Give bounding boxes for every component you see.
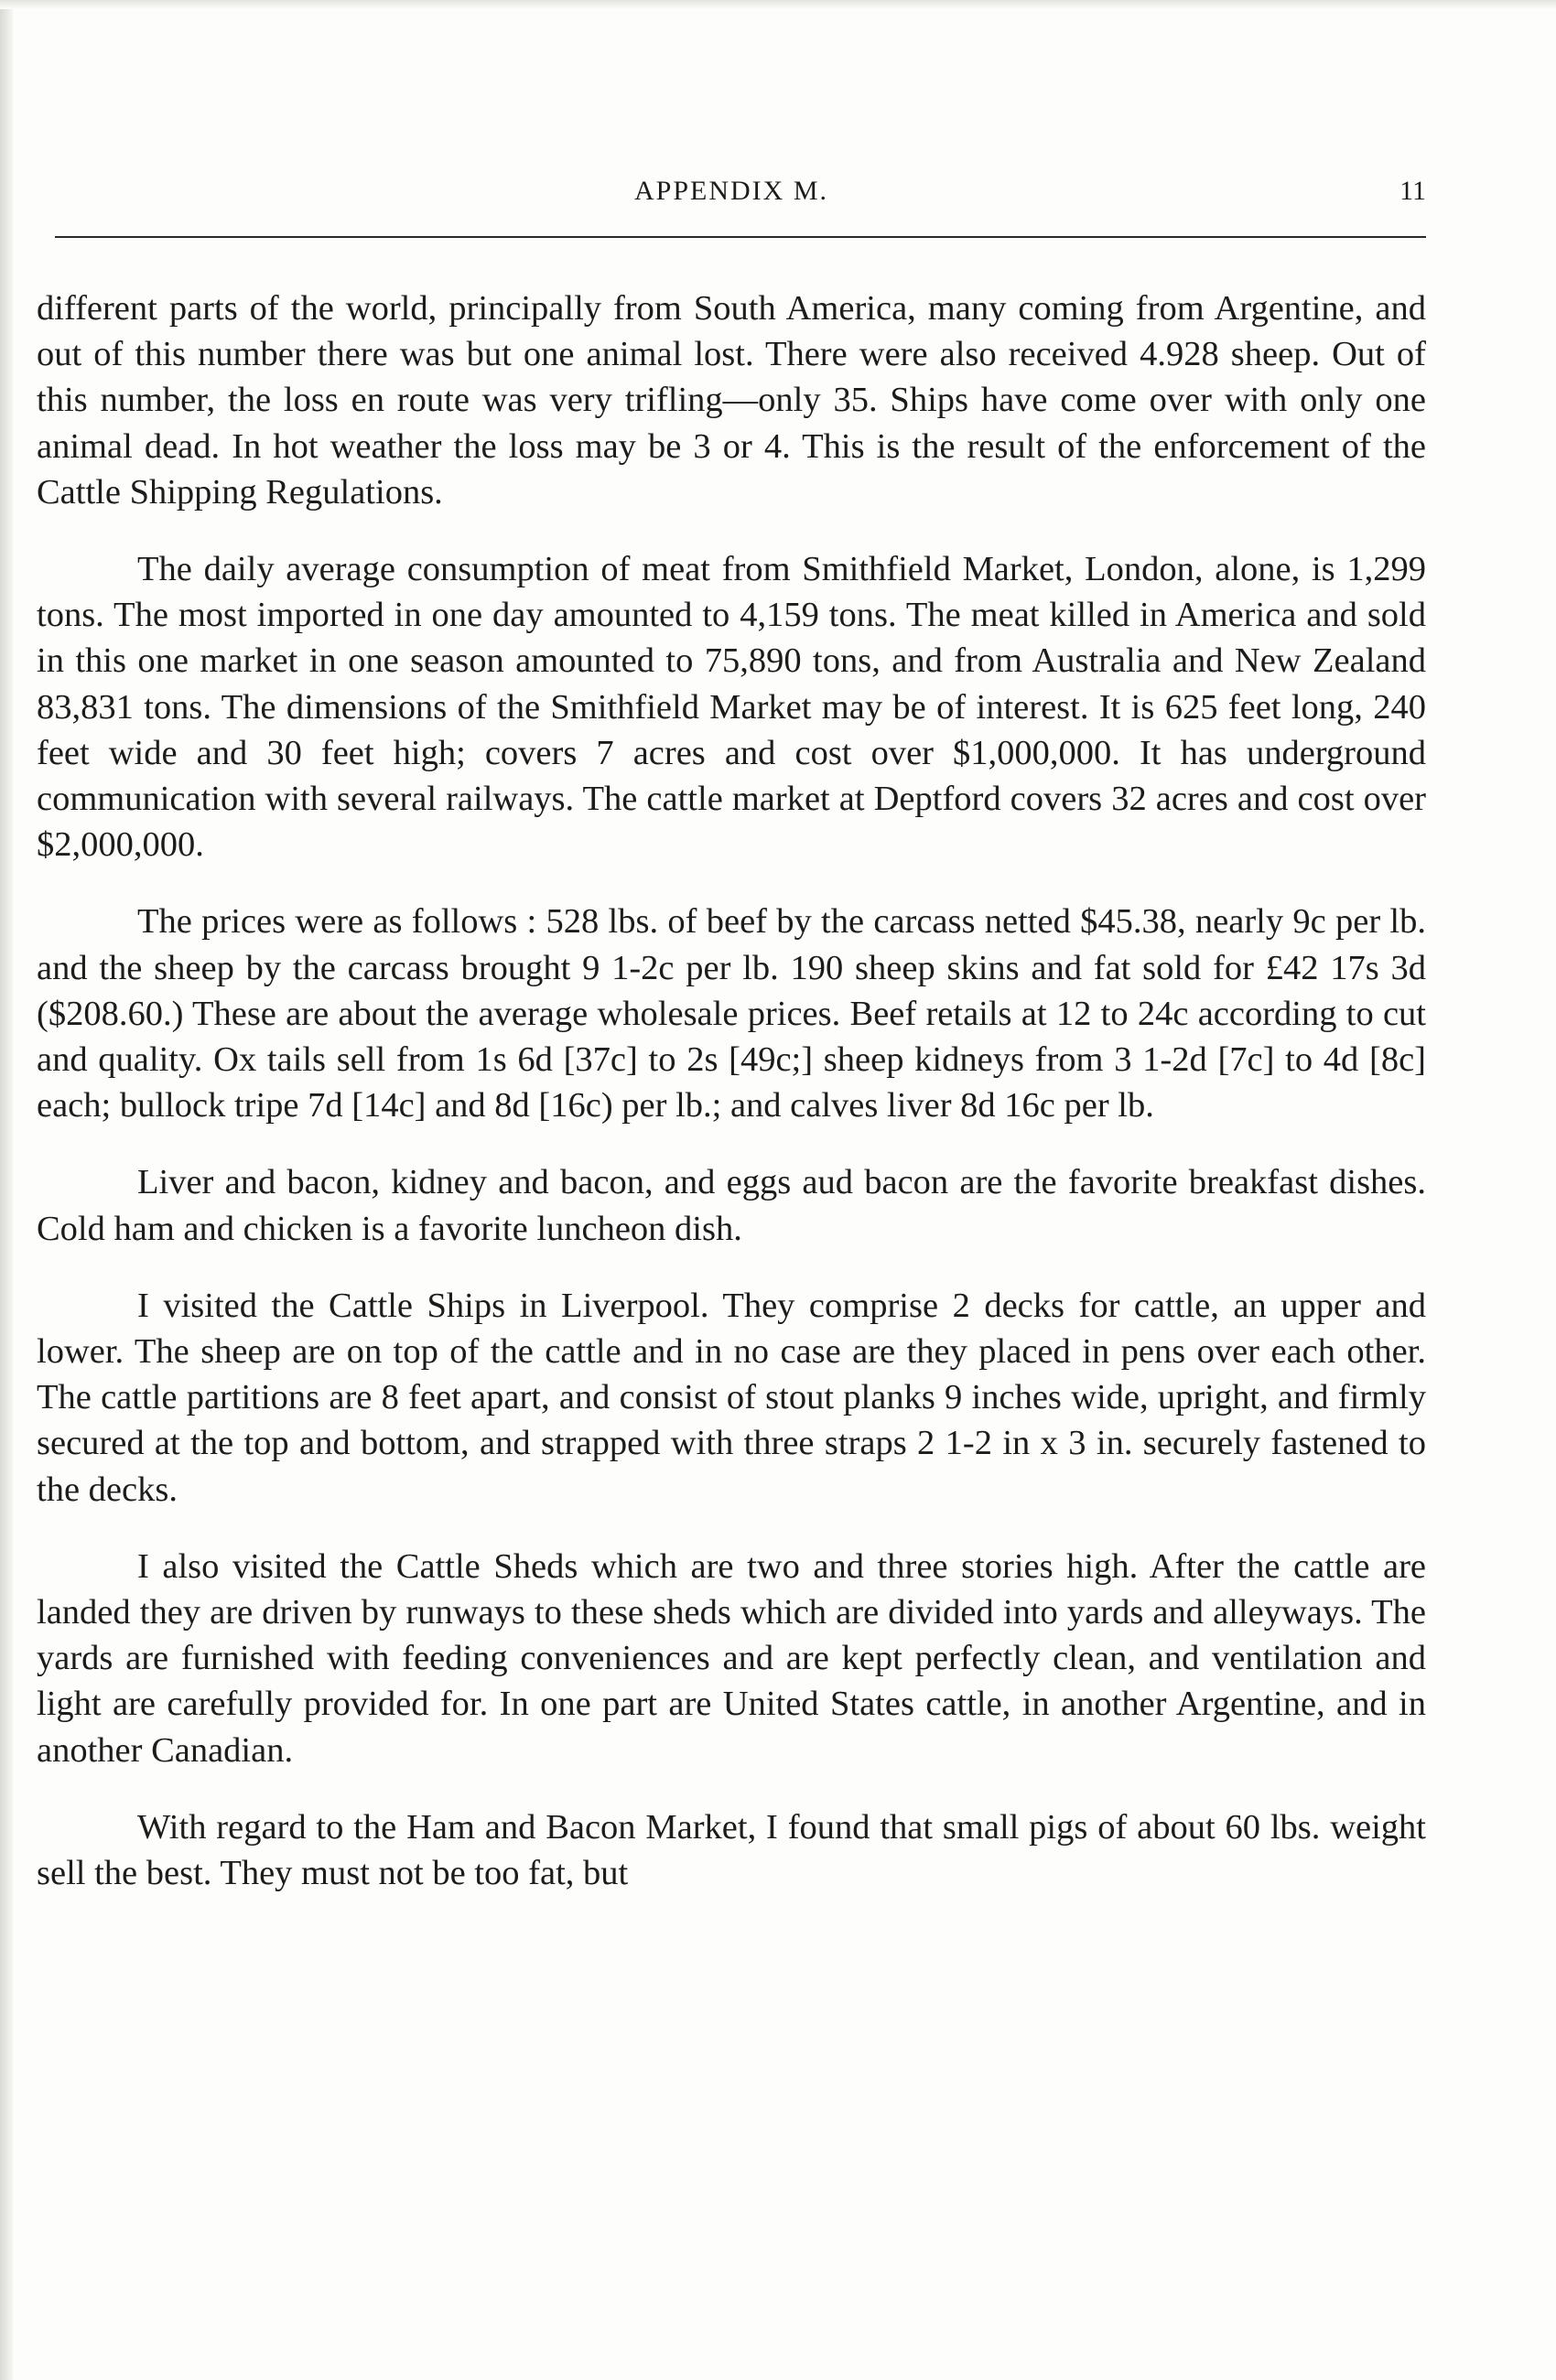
body-text xyxy=(37,285,1426,1927)
paragraph-4: Liver and bacon, kidney and bacon, and eggs aud bacon are the favorite breakfast dishes. Cold ham and chicken is a favorite luncheon dish. xyxy=(37,1163,1426,1248)
page-number: 11 xyxy=(1399,176,1426,206)
paragraph-6: I also visited the Cattle Sheds which are two and three stories high. After the cattle are landed they are driven by runways to these sheds which are divided into yards and alleyways. The yards are furnished with feeding conveniences and are kept perfectly clean, and ventilation and light are carefully provided for. In one part are United States cattle, in another Argentine, and in another Canadian. xyxy=(37,1546,1426,1770)
paragraph-7: With regard to the Ham and Bacon Market, I found that small pigs of about 60 lbs. weight sell the best. They must not be too fat, but xyxy=(37,1807,1426,1893)
paragraph-5: I visited the Cattle Ships in Liverpool. They comprise 2 decks for cattle, an upper and lower. The sheep are on top of the cattle and in no case are they placed in pens over each other. The cattle partitions are 8 feet apart, and consist of stout planks 9 inches wide, upright, and firmly secured at the top and bottom, and strapped with three straps 2 1-2 in x 3 in. securely fastened to the decks. xyxy=(37,1286,1426,1509)
running-header xyxy=(37,174,1426,214)
scan-shadow-top xyxy=(0,0,1556,9)
header-rule xyxy=(55,236,1426,238)
running-header-title: APPENDIX M. xyxy=(633,176,829,206)
scan-shadow-left xyxy=(0,0,13,2380)
paragraph-3: The prices were as follows : 528 lbs. of beef by the carcass netted $45.38, nearly 9c per lb. and the sheep by the carcass brought 9 1-2c per lb. 190 sheep skins and fat sold for £42 17s 3d ($208.60.) These are about the average wholesale prices. Beef retails at 12 to 24c according to cut and quality. Ox tails sell from 1s 6d [37c] to 2s [49c;] sheep kidneys from 3 1-2d [7c] to 4d [8c] each; bullock tripe 7d [14c] and 8d [16c) per lb.; and calves liver 8d 16c per lb. xyxy=(37,902,1426,1125)
paragraph-2: The daily average consumption of meat from Smithfield Market, London, alone, is 1,299 tons. The most imported in one day amounted to 4,159 tons. The meat killed in America and sold in this one market in one season amounted to 75,890 tons, and from Australia and New Zealand 83,831 tons. The dimensions of the Smithfield Market may be of interest. It is 625 feet long, 240 feet wide and 30 feet high; covers 7 acres and cost over $1,000,000. It has underground communication with several railways. The cattle market at Deptford covers 32 acres and cost over $2,000,000. xyxy=(37,550,1426,865)
paragraph-1: different parts of the world, principally from South America, many coming from Argentine, and out of this number there was but one animal lost. There were also received 4.928 sheep. Out of this number, the loss en route was very trifling—only 35. Ships have come over with only one animal dead. In hot weather the loss may be 3 or 4. This is the result of the enforcement of the Cattle Shipping Regulations. xyxy=(37,289,1426,512)
